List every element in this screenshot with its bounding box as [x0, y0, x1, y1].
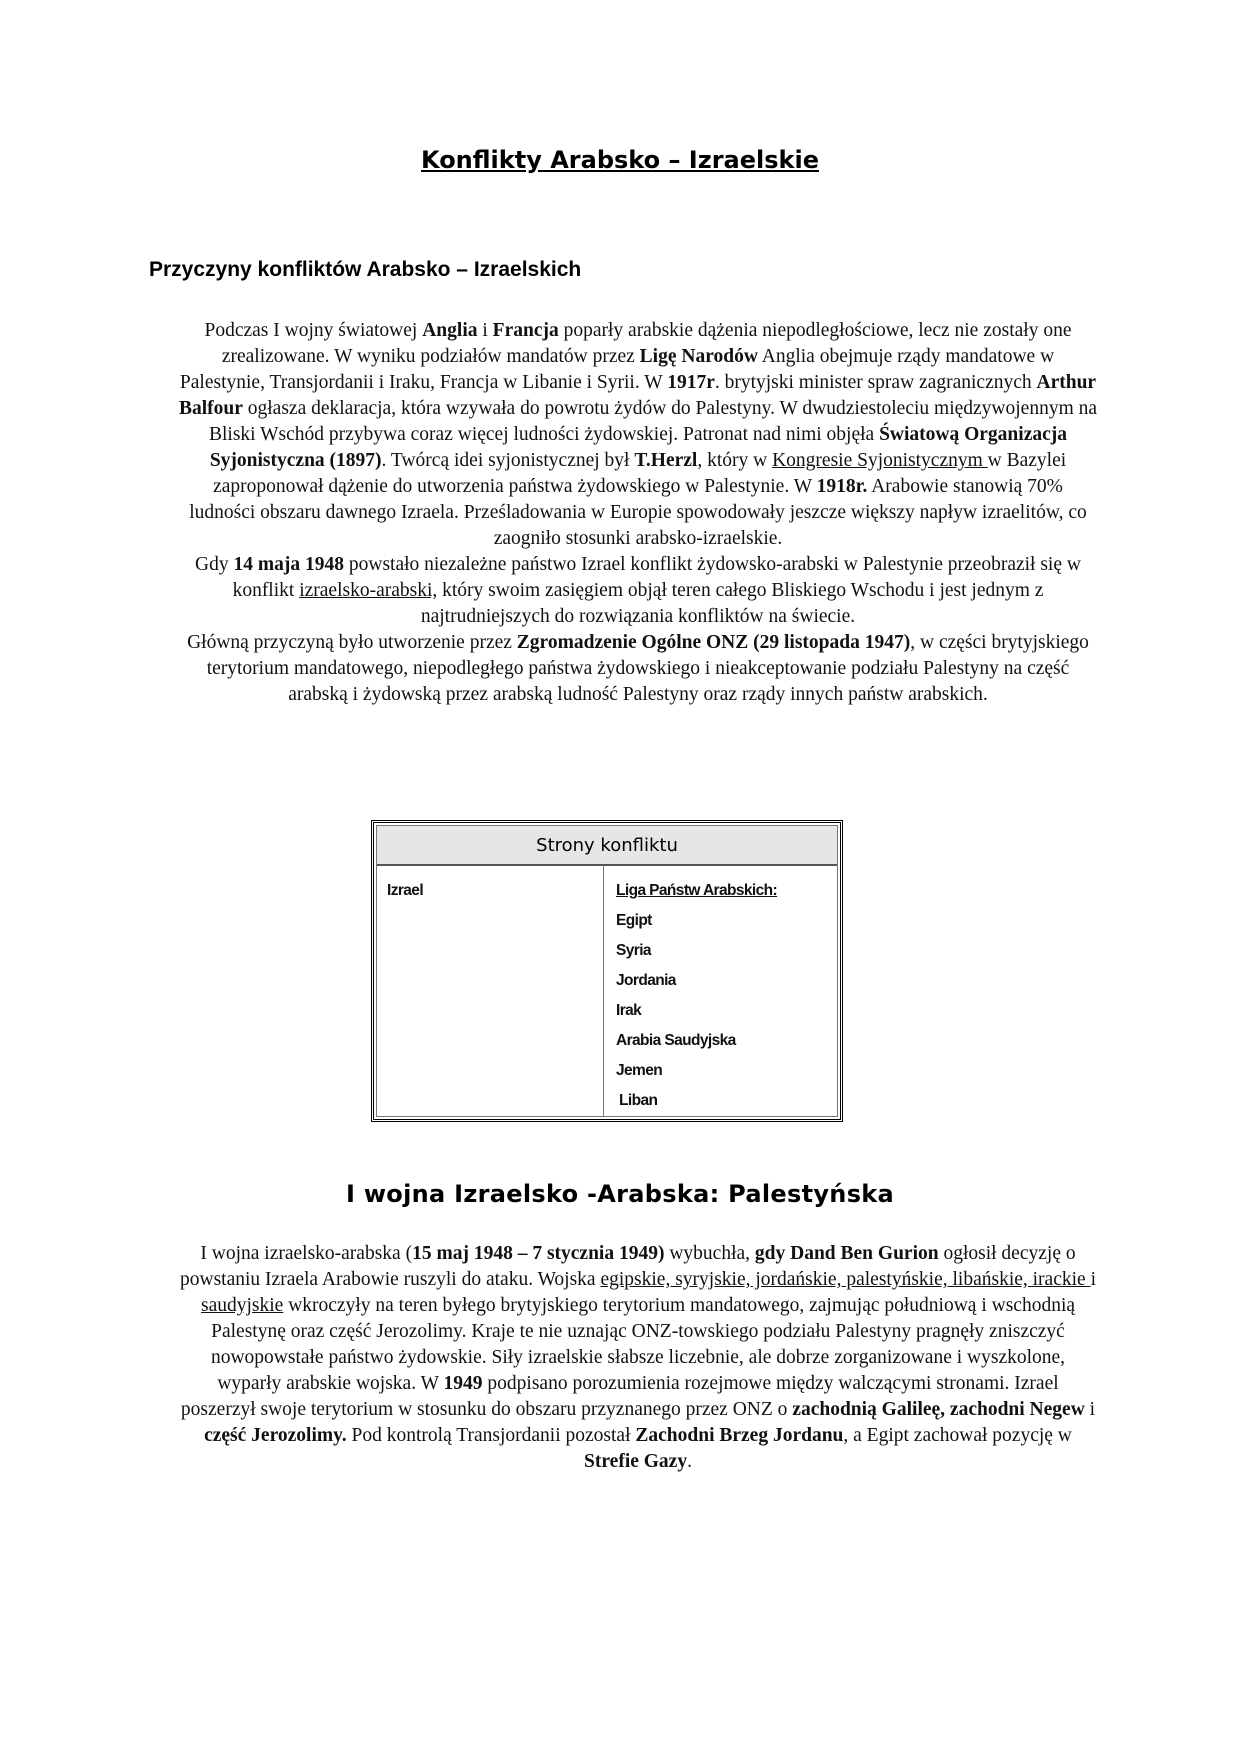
- bold-run: Francja: [492, 320, 559, 341]
- bold-run: Anglia: [422, 320, 478, 341]
- list-item: Egipt: [616, 912, 652, 929]
- text-run: w Bazylei zaproponował dążenie do utworzenia państwa żydowskiego w Palestynie. W: [213, 450, 1067, 497]
- bold-run: Zgromadzenie Ogólne ONZ (29 listopada 1947): [516, 632, 911, 653]
- paragraph-wwi-mandates: [178, 318, 1098, 552]
- paragraph-first-war: [178, 1241, 1098, 1475]
- text-run: Podczas I wojny światowej: [204, 320, 423, 341]
- text-run: . Twórcą idei syjonistycznej był: [381, 450, 635, 471]
- paragraph-main-cause: [178, 630, 1098, 708]
- text-run: ogłosił decyzję o powstaniu Izraela Arabowie ruszyli do ataku. Wojska: [180, 1243, 1076, 1290]
- text-run: .: [687, 1451, 692, 1472]
- document-title: Konflikty Arabsko – Izraelskie: [421, 146, 819, 174]
- underlined-run: Kongresie Syjonistycznym: [772, 450, 988, 471]
- bold-run: zachodnią Galileę, zachodni Negew: [792, 1399, 1085, 1420]
- text-run: poparły arabskie dążenia niepodległościowe, lecz nie zostały one zrealizowane. W wyniku podziałów mandatów przez: [221, 320, 1072, 367]
- table-body: [376, 825, 838, 1117]
- text-run: wkroczyły na teren byłego brytyjskiego terytorium mandatowego, zajmując południową i wschodnią Palestynę oraz część Jerozolimy. Kraje te nie uznając ONZ-towskiego podziału Palestyny pragnęły zniszczyć nowopowstałe państwo żydowskie. Siły izraelskie słabsze liczebnie, ale dobrze zorganizowane i wyszkolone, wyparły arabskie wojska. W: [210, 1295, 1076, 1394]
- list-item: Jordania: [616, 972, 676, 989]
- text-run: i: [1090, 1269, 1096, 1290]
- text-run: , a Egipt zachował pozycję w: [843, 1425, 1072, 1446]
- underlined-run: izraelsko-arabski,: [299, 580, 438, 601]
- conflict-sides-table: [371, 820, 843, 1122]
- underlined-run: saudyjskie: [200, 1295, 284, 1316]
- bold-run: Arthur Balfour: [178, 372, 1097, 419]
- text-run: Anglia obejmuje rządy mandatowe w Palestynie, Transjordanii i Iraku, Francja w Libanie i Syrii. W: [179, 346, 1055, 393]
- list-item: Liban: [619, 1092, 658, 1109]
- list-item: Syria: [616, 942, 651, 959]
- text-run: I wojna izraelsko-arabska (: [200, 1243, 413, 1264]
- list-item: Jemen: [616, 1062, 663, 1079]
- paragraph-israel-founding: [178, 552, 1098, 630]
- text-run: . brytyjski minister spraw zagranicznych: [714, 372, 1037, 393]
- text-run: ogłasza deklaracja, która wzywała do powrotu żydów do Palestyny. W dwudziestoleciu międzywojennym na Bliski Wschód przybywa coraz więcej ludności żydowskiej. Patronat nad nimi objęła: [209, 398, 1098, 445]
- bold-run: część Jerozolimy.: [204, 1425, 347, 1446]
- text-run: i: [1084, 1399, 1096, 1420]
- table-cell-israel: Izrael: [387, 882, 424, 899]
- bold-run: gdy Dand Ben Gurion: [754, 1243, 939, 1264]
- section-heading-causes: Przyczyny konfliktów Arabsko – Izraelskich: [149, 258, 582, 281]
- underlined-run: egipskie, syryjskie, jordańskie, palestyńskie, libańskie, irackie: [600, 1269, 1091, 1290]
- text-run: wybuchła,: [664, 1243, 755, 1264]
- text-run: Gdy: [195, 554, 234, 575]
- bold-run: Ligę Narodów: [639, 346, 758, 367]
- text-run: Główną przyczyną było utworzenie przez: [187, 632, 517, 653]
- bold-run: Zachodni Brzeg Jordanu: [635, 1425, 844, 1446]
- text-run: który swoim zasięgiem objął teren całego Bliskiego Wschodu i jest jednym z najtrudniejszych do rozwiązania konfliktów na świecie.: [420, 580, 1044, 627]
- bold-run: Strefie Gazy: [584, 1451, 688, 1472]
- text-run: i: [477, 320, 493, 341]
- table-column-arab-league: [604, 866, 837, 1116]
- arab-league-list: [604, 866, 837, 1116]
- bold-run: 14 maja 1948: [233, 554, 344, 575]
- first-war-text: [178, 1241, 1098, 1475]
- text-run: , który w: [697, 450, 773, 471]
- text-run: powstało niezależne państwo Izrael konflikt żydowsko-arabski w Palestynie przeobraził się w konflikt: [232, 554, 1081, 601]
- bold-run: 1917r: [667, 372, 715, 393]
- text-run: podpisano porozumienia rozejmowe między walczącymi stronami. Izrael poszerzył swoje terytorium w stosunku do obszaru przyznanego przez ONZ o: [180, 1373, 1059, 1420]
- section-heading-first-war: I wojna Izraelsko -Arabska: Palestyńska: [345, 1180, 895, 1208]
- bold-run: T.Herzl: [634, 450, 698, 471]
- causes-text: [178, 318, 1098, 708]
- text-run: Arabowie stanowią 70% ludności obszaru dawnego Izraela. Prześladowania w Europie spowodowały jeszcze większy napływ izraelitów, co zaogniło stosunki arabsko-izraelskie.: [189, 476, 1087, 549]
- text-run: , w części brytyjskiego terytorium mandatowego, niepodległego państwa żydowskiego i nieakceptowanie podziału Palestyny na część arabską i żydowską przez arabską ludność Palestyny oraz rządy innych państw arabskich.: [206, 632, 1089, 705]
- bold-run: 1918r.: [816, 476, 868, 497]
- bold-run: 1949: [443, 1373, 483, 1394]
- arab-league-title: Liga Państw Arabskich:: [616, 882, 778, 899]
- table-header: Strony konfliktu: [377, 826, 837, 866]
- text-run: Pod kontrolą Transjordanii pozostał: [346, 1425, 636, 1446]
- bold-run: Światową Organizacja Syjonistyczna (1897): [209, 424, 1067, 471]
- list-item: Arabia Saudyjska: [616, 1032, 736, 1049]
- bold-run: 15 maj 1948 – 7 stycznia 1949): [412, 1243, 665, 1264]
- table-column-israel: [377, 866, 604, 1116]
- list-item: Irak: [616, 1002, 642, 1019]
